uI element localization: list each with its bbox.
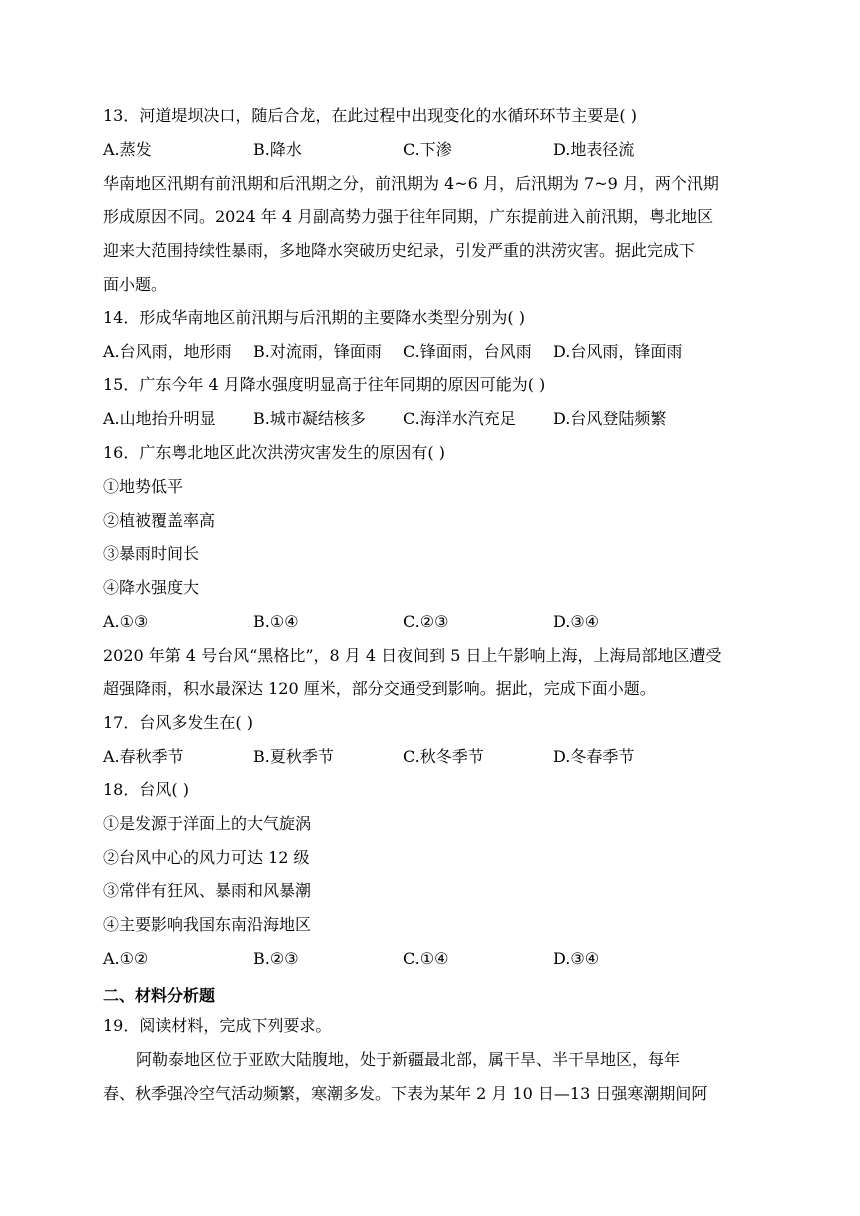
q16-option-c: C.②③ bbox=[403, 612, 449, 631]
q16-stem: 16．广东粤北地区此次洪涝灾害发生的原因有( ) bbox=[103, 443, 445, 462]
passage2-line-1: 2020 年第 4 号台风“黑格比”，8 月 4 日夜间到 5 日上午影响上海，上海局部地区遭受 bbox=[103, 646, 722, 665]
q13-stem: 13．河道堤坝决口，随后合龙，在此过程中出现变化的水循环环节主要是( ) bbox=[103, 106, 637, 125]
q13-option-a: A.蒸发 bbox=[103, 140, 152, 159]
q17-option-b: B.夏秋季节 bbox=[253, 747, 334, 766]
passage1-line-1: 华南地区汛期有前汛期和后汛期之分，前汛期为 4~6 月，后汛期为 7~9 月，两个汛期 bbox=[103, 174, 719, 193]
q17-option-a: A.春秋季节 bbox=[103, 747, 184, 766]
q18-option-a: A.①② bbox=[103, 949, 149, 968]
q18-stem: 18．台风( ) bbox=[103, 780, 189, 799]
q18-option-b: B.②③ bbox=[253, 949, 299, 968]
q17-option-c: C.秋冬季节 bbox=[403, 747, 484, 766]
q13-option-c: C.下渗 bbox=[403, 140, 452, 159]
q17-stem: 17．台风多发生在( ) bbox=[103, 713, 253, 732]
passage1-line-2: 形成原因不同。2024 年 4 月副高势力强于往年同期，广东提前进入前汛期，粤北地区 bbox=[103, 207, 714, 226]
q16-option-b: B.①④ bbox=[253, 612, 299, 631]
q18-item-2: ②台风中心的风力可达 12 级 bbox=[103, 848, 310, 867]
q16-item-1: ①地势低平 bbox=[103, 477, 184, 496]
q13-option-d: D.地表径流 bbox=[553, 140, 635, 159]
q14-option-b: B.对流雨，锋面雨 bbox=[253, 342, 382, 361]
q14-option-d: D.台风雨，锋面雨 bbox=[553, 342, 683, 361]
passage1-line-3: 迎来大范围持续性暴雨，多地降水突破历史纪录，引发严重的洪涝灾害。据此完成下 bbox=[103, 241, 696, 260]
q14-option-a: A.台风雨，地形雨 bbox=[103, 342, 232, 361]
q16-option-d: D.③④ bbox=[553, 612, 600, 631]
q18-option-c: C.①④ bbox=[403, 949, 449, 968]
q19-passage-line-2: 春、秋季强冷空气活动频繁，寒潮多发。下表为某年 2 月 10 日—13 日强寒潮期间阿 bbox=[103, 1084, 708, 1103]
passage2-line-2: 超强降雨，积水最深达 120 厘米，部分交通受到影响。据此，完成下面小题。 bbox=[103, 679, 656, 698]
q17-option-d: D.冬春季节 bbox=[553, 747, 635, 766]
q16-option-a: A.①③ bbox=[103, 612, 149, 631]
q16-item-3: ③暴雨时间长 bbox=[103, 544, 200, 563]
q15-option-c: C.海洋水汽充足 bbox=[403, 409, 516, 428]
q19-stem: 19．阅读材料，完成下列要求。 bbox=[103, 1016, 332, 1035]
q18-option-d: D.③④ bbox=[553, 949, 600, 968]
q18-item-4: ④主要影响我国东南沿海地区 bbox=[103, 915, 312, 934]
q16-item-4: ④降水强度大 bbox=[103, 578, 200, 597]
q18-item-3: ③常伴有狂风、暴雨和风暴潮 bbox=[103, 881, 312, 900]
passage1-line-4: 面小题。 bbox=[103, 275, 168, 294]
q14-stem: 14．形成华南地区前汛期与后汛期的主要降水类型分别为( ) bbox=[103, 308, 525, 327]
q18-item-1: ①是发源于洋面上的大气旋涡 bbox=[103, 814, 312, 833]
q15-option-d: D.台风登陆频繁 bbox=[553, 409, 667, 428]
q19-passage-line-1: 阿勒泰地区位于亚欧大陆腹地，处于新疆最北部，属干旱、半干旱地区，每年 bbox=[136, 1050, 681, 1069]
section-heading: 二、材料分析题 bbox=[103, 986, 216, 1005]
q15-option-b: B.城市凝结核多 bbox=[253, 409, 366, 428]
q14-option-c: C.锋面雨，台风雨 bbox=[403, 342, 532, 361]
q15-stem: 15．广东今年 4 月降水强度明显高于往年同期的原因可能为( ) bbox=[103, 375, 546, 394]
q13-option-b: B.降水 bbox=[253, 140, 302, 159]
q16-item-2: ②植被覆盖率高 bbox=[103, 511, 216, 530]
q15-option-a: A.山地抬升明显 bbox=[103, 409, 216, 428]
